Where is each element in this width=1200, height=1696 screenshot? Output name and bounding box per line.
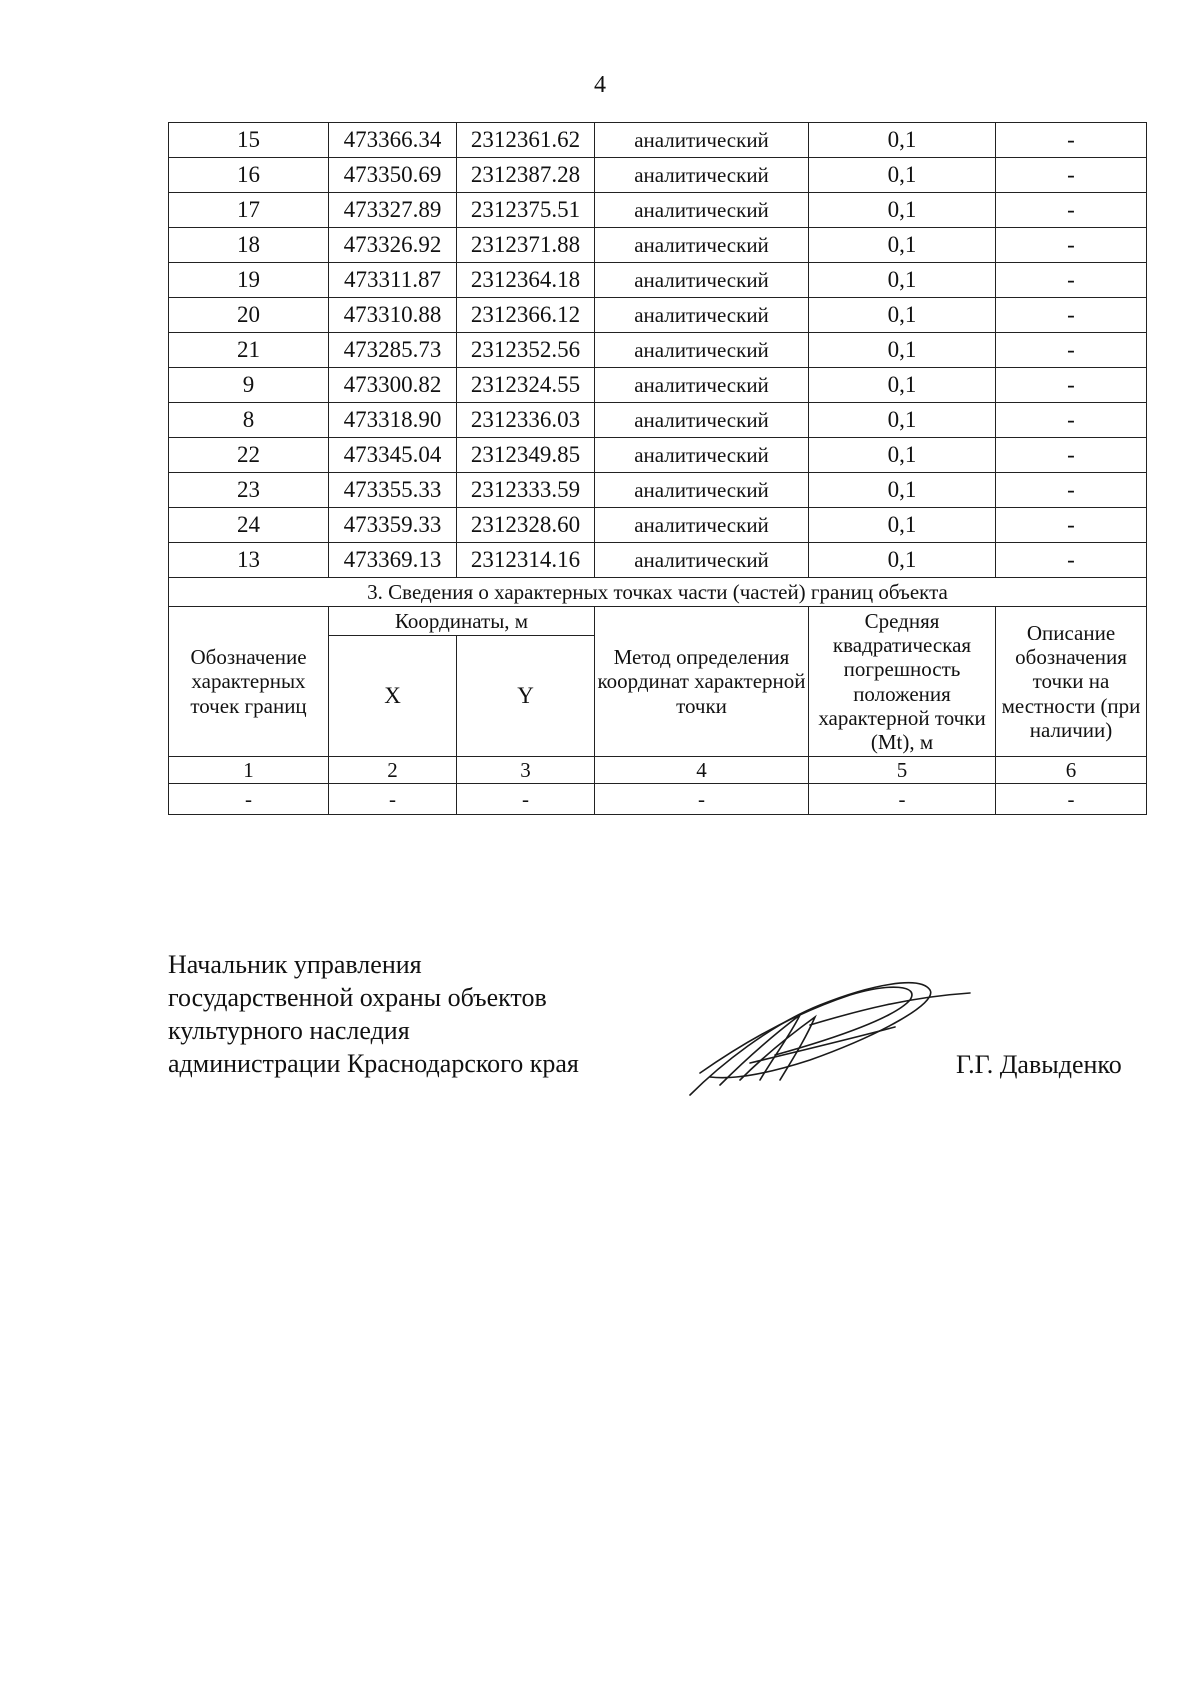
- mt-cell: 0,1: [809, 473, 996, 508]
- mt-cell: 0,1: [809, 263, 996, 298]
- header-method: Метод определения координат характерной точки: [595, 607, 809, 757]
- point-id-cell: 22: [169, 438, 329, 473]
- x-coordinate-cell: 473327.89: [329, 193, 457, 228]
- signatory-title: [168, 948, 579, 1080]
- column-numbers-row: [169, 757, 1147, 784]
- y-coordinate-cell: 2312349.85: [457, 438, 595, 473]
- empty-cell: -: [457, 784, 595, 815]
- mt-cell: 0,1: [809, 368, 996, 403]
- point-row: [169, 543, 1147, 578]
- empty-cell: -: [595, 784, 809, 815]
- point-row: [169, 123, 1147, 158]
- description-cell: -: [996, 473, 1147, 508]
- y-coordinate-cell: 2312366.12: [457, 298, 595, 333]
- column-number: 6: [996, 757, 1147, 784]
- point-id-cell: 9: [169, 368, 329, 403]
- x-coordinate-cell: 473311.87: [329, 263, 457, 298]
- method-cell: аналитический: [595, 403, 809, 438]
- description-cell: -: [996, 543, 1147, 578]
- method-cell: аналитический: [595, 333, 809, 368]
- column-number: 1: [169, 757, 329, 784]
- point-row: [169, 473, 1147, 508]
- empty-cell: -: [809, 784, 996, 815]
- description-cell: -: [996, 333, 1147, 368]
- point-row: [169, 263, 1147, 298]
- mt-cell: 0,1: [809, 543, 996, 578]
- point-row: [169, 333, 1147, 368]
- point-id-cell: 19: [169, 263, 329, 298]
- x-coordinate-cell: 473366.34: [329, 123, 457, 158]
- x-coordinate-cell: 473350.69: [329, 158, 457, 193]
- column-number: 4: [595, 757, 809, 784]
- point-row: [169, 193, 1147, 228]
- method-cell: аналитический: [595, 158, 809, 193]
- empty-row: [169, 784, 1147, 815]
- mt-cell: 0,1: [809, 123, 996, 158]
- x-coordinate-cell: 473285.73: [329, 333, 457, 368]
- signatory-title-line: государственной охраны объектов: [168, 983, 547, 1012]
- point-id-cell: 15: [169, 123, 329, 158]
- empty-cell: -: [169, 784, 329, 815]
- x-coordinate-cell: 473355.33: [329, 473, 457, 508]
- signatory-title-line: администрации Краснодарского края: [168, 1049, 579, 1078]
- column-number: 3: [457, 757, 595, 784]
- mt-cell: 0,1: [809, 193, 996, 228]
- point-id-cell: 13: [169, 543, 329, 578]
- header-y: Y: [457, 636, 595, 757]
- page-number: 4: [594, 72, 606, 98]
- x-coordinate-cell: 473369.13: [329, 543, 457, 578]
- mt-cell: 0,1: [809, 228, 996, 263]
- column-number: 5: [809, 757, 996, 784]
- point-row: [169, 508, 1147, 543]
- method-cell: аналитический: [595, 508, 809, 543]
- section-3-title: 3. Сведения о характерных точках части (частей) границ объекта: [169, 578, 1147, 607]
- empty-cell: -: [996, 784, 1147, 815]
- description-cell: -: [996, 193, 1147, 228]
- empty-cell: -: [329, 784, 457, 815]
- method-cell: аналитический: [595, 193, 809, 228]
- description-cell: -: [996, 228, 1147, 263]
- description-cell: -: [996, 158, 1147, 193]
- mt-cell: 0,1: [809, 298, 996, 333]
- description-cell: -: [996, 438, 1147, 473]
- header-x: X: [329, 636, 457, 757]
- description-cell: -: [996, 263, 1147, 298]
- y-coordinate-cell: 2312371.88: [457, 228, 595, 263]
- x-coordinate-cell: 473326.92: [329, 228, 457, 263]
- point-row: [169, 368, 1147, 403]
- method-cell: аналитический: [595, 298, 809, 333]
- handwritten-signature: [680, 955, 980, 1105]
- y-coordinate-cell: 2312375.51: [457, 193, 595, 228]
- method-cell: аналитический: [595, 123, 809, 158]
- y-coordinate-cell: 2312333.59: [457, 473, 595, 508]
- point-id-cell: 21: [169, 333, 329, 368]
- mt-cell: 0,1: [809, 403, 996, 438]
- point-row: [169, 403, 1147, 438]
- description-cell: -: [996, 298, 1147, 333]
- column-number: 2: [329, 757, 457, 784]
- point-row: [169, 228, 1147, 263]
- signatory-title-line: культурного наследия: [168, 1016, 410, 1045]
- method-cell: аналитический: [595, 543, 809, 578]
- point-row: [169, 298, 1147, 333]
- y-coordinate-cell: 2312364.18: [457, 263, 595, 298]
- method-cell: аналитический: [595, 228, 809, 263]
- header-coordinates: Координаты, м: [329, 607, 595, 636]
- x-coordinate-cell: 473310.88: [329, 298, 457, 333]
- method-cell: аналитический: [595, 473, 809, 508]
- point-id-cell: 8: [169, 403, 329, 438]
- header-description: Описание обозначения точки на местности (при наличии): [996, 607, 1147, 757]
- y-coordinate-cell: 2312352.56: [457, 333, 595, 368]
- method-cell: аналитический: [595, 438, 809, 473]
- point-id-cell: 16: [169, 158, 329, 193]
- point-id-cell: 24: [169, 508, 329, 543]
- boundary-points-table: [168, 122, 1147, 815]
- x-coordinate-cell: 473300.82: [329, 368, 457, 403]
- point-id-cell: 17: [169, 193, 329, 228]
- header-designation: Обозначение характерных точек границ: [169, 607, 329, 757]
- section-3-header-row: [169, 607, 1147, 636]
- method-cell: аналитический: [595, 368, 809, 403]
- signatory-name: Г.Г. Давыденко: [956, 1050, 1122, 1079]
- point-id-cell: 18: [169, 228, 329, 263]
- mt-cell: 0,1: [809, 158, 996, 193]
- mt-cell: 0,1: [809, 508, 996, 543]
- description-cell: -: [996, 508, 1147, 543]
- mt-cell: 0,1: [809, 438, 996, 473]
- section-3-title-row: [169, 578, 1147, 607]
- point-id-cell: 20: [169, 298, 329, 333]
- y-coordinate-cell: 2312361.62: [457, 123, 595, 158]
- description-cell: -: [996, 403, 1147, 438]
- x-coordinate-cell: 473318.90: [329, 403, 457, 438]
- point-row: [169, 438, 1147, 473]
- mt-cell: 0,1: [809, 333, 996, 368]
- point-id-cell: 23: [169, 473, 329, 508]
- x-coordinate-cell: 473359.33: [329, 508, 457, 543]
- signatory-title-line: Начальник управления: [168, 950, 422, 979]
- header-mt: Средняя квадратическая погрешность положения характерной точки (Mt), м: [809, 607, 996, 757]
- description-cell: -: [996, 368, 1147, 403]
- method-cell: аналитический: [595, 263, 809, 298]
- description-cell: -: [996, 123, 1147, 158]
- y-coordinate-cell: 2312336.03: [457, 403, 595, 438]
- y-coordinate-cell: 2312314.16: [457, 543, 595, 578]
- x-coordinate-cell: 473345.04: [329, 438, 457, 473]
- y-coordinate-cell: 2312387.28: [457, 158, 595, 193]
- point-row: [169, 158, 1147, 193]
- y-coordinate-cell: 2312324.55: [457, 368, 595, 403]
- y-coordinate-cell: 2312328.60: [457, 508, 595, 543]
